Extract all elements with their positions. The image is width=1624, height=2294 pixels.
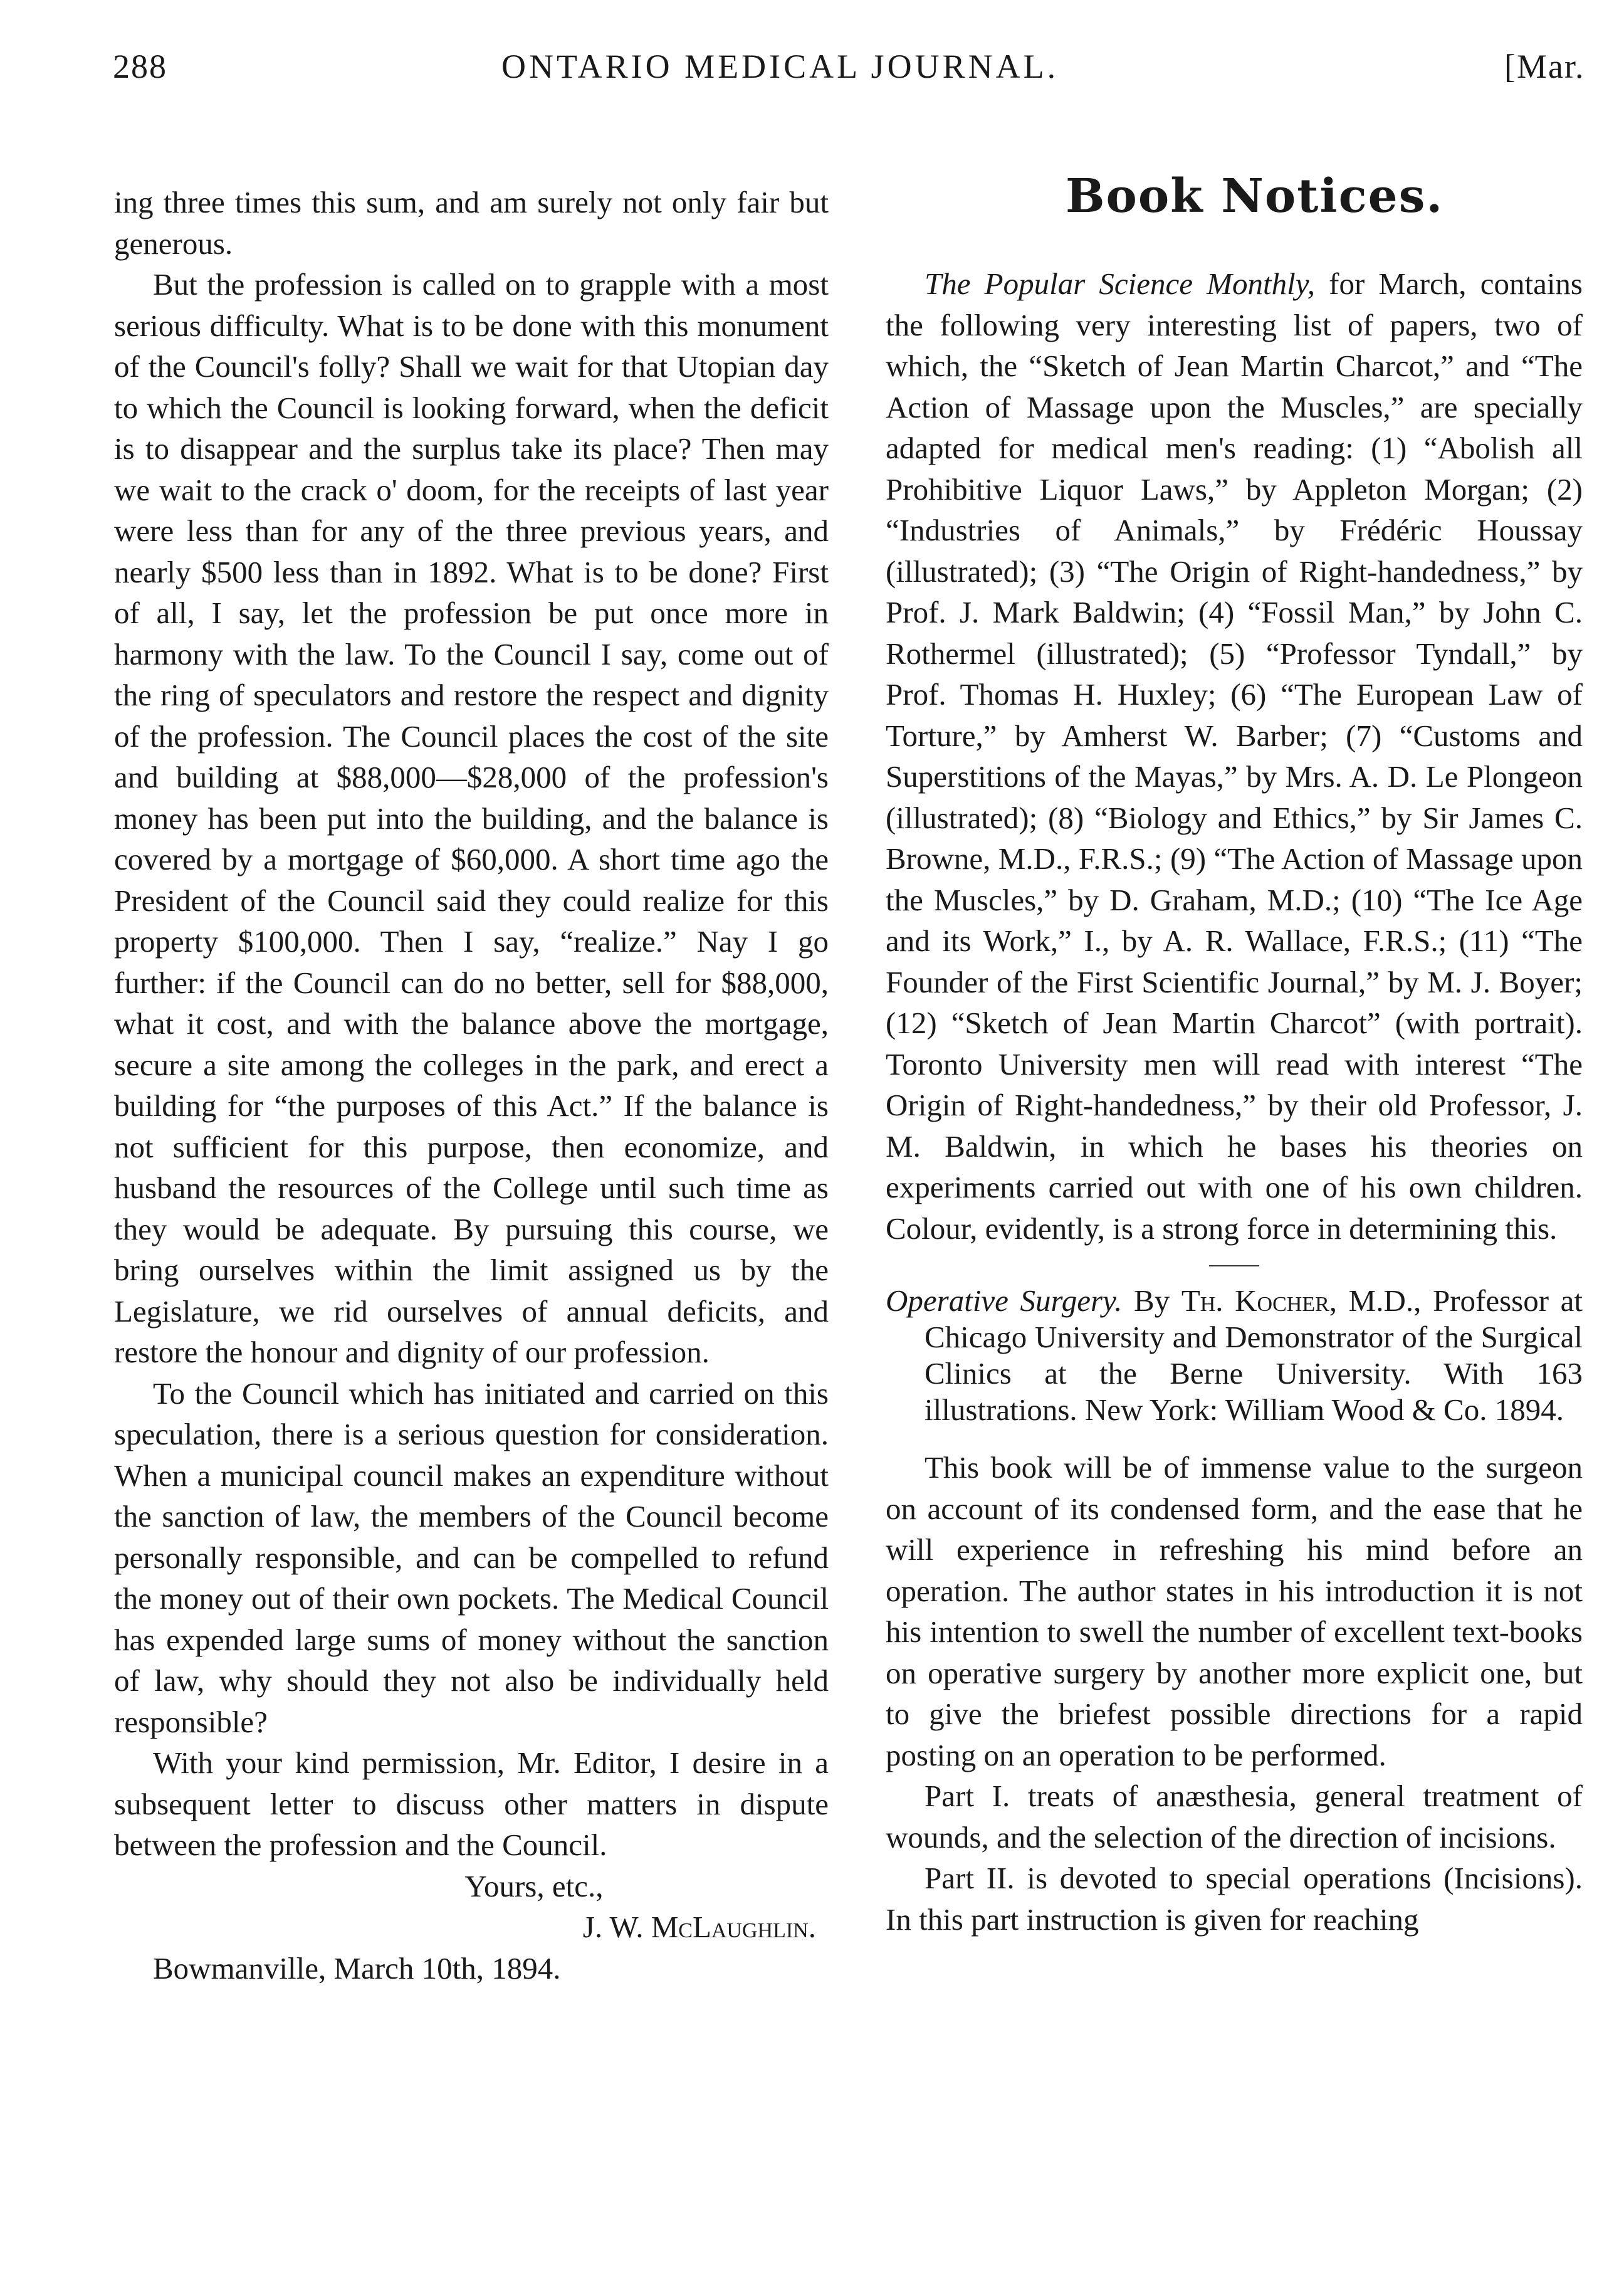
paragraph: But the profession is called on to grapple with a most serious difficulty. What is to be done with this monument of the Council's folly? Shall we wait for that Utopian day to which the Council is looking forward, when the deficit is to disappear and the surplus take its place? Then may we wait to the crack o' doom, for the receipts of last year were less than for any of the three previous years, and nearly $500 less than in 1892. What is to be done? First of all, I say, let the profession be put once more in harmony with the law. To the Council I say, come out of the ring of speculators and restore the respect and dignity of the profession. The Council places the cost of the site and building at $88,000—$28,000 of the profession's money has been put into the building, and the balance is covered by a mortgage of $60,000. A short time ago the President of the Council said they could realize for this property $100,000. Then I say, “realize.” Nay I go further: if the Council can do no better, sell for $88,000, what it cost, and with the balance above the mortgage, secure a site among the colleges in the park, and erect a building for “the purposes of this Act.” If the balance is not sufficient for this purpose, then economize, and husband the resources of the College until such time as they would be adequate. By pursuing this course, we bring ourselves within the limit assigned us by the Legislature, we rid ourselves of annual deficits, and restore the honour and dignity of our profession. <box>114 267 829 1369</box>
psm-notice <box>886 263 1583 1249</box>
book-citation <box>886 1283 1583 1428</box>
book-author: Th. Kocher <box>1181 1283 1329 1318</box>
letter-place-date: Bowmanville, March 10th, 1894. <box>153 1950 561 1986</box>
right-column <box>886 263 1583 1940</box>
paragraph: Part I. treats of anæsthesia, general treatment of wounds, and the selection of the direction of incisions. <box>886 1779 1583 1855</box>
paragraph: Part II. is devoted to special operations (Incisions). In this part instruction is given for reaching <box>886 1861 1583 1937</box>
letter-closing: Yours, etc., <box>464 1868 604 1903</box>
letter-signature: J. W. McLaughlin. <box>582 1910 816 1944</box>
book-details: , M.D., Professor at Chicago University and Demonstrator of the Surgical Clinics at the Berne University. With 163 illustrations. New York: William Wood & Co. 1894. <box>925 1283 1583 1427</box>
divider <box>1209 1265 1259 1266</box>
journal-title: ONTARIO MEDICAL JOURNAL. <box>501 48 1059 85</box>
book-title: Operative Surgery. <box>886 1283 1123 1318</box>
paragraph: To the Council which has initiated and carried on this speculation, there is a serious question for consideration. When a municipal council makes an expenditure without the sanction of law, the members of the Council become personally responsible, and can be compelled to refund the money out of their own pockets. The Medical Council has expended large sums of money without the sanction of law, why should they not also be individually held responsible? <box>114 1376 829 1739</box>
book-by: By <box>1122 1283 1181 1318</box>
section-heading: Book Notices. <box>1066 169 1444 223</box>
issue-month: [Mar. <box>1504 48 1585 85</box>
psm-title: The Popular Science Monthly, <box>925 266 1315 301</box>
left-column <box>114 182 829 1989</box>
page-number: 288 <box>113 48 167 85</box>
paragraph: With your kind permission, Mr. Editor, I desire in a subsequent letter to discuss other matters in dispute between the profession and the Council. <box>114 1745 829 1862</box>
psm-text: for March, contains the following very interesting list of papers, two of which, the “Sketch of Jean Martin Charcot,” and “The Action of Massage upon the Muscles,” are specially adapted for medical men's reading: (1) “Abolish all Prohibitive Liquor Laws,” by Appleton Morgan; (2) “Industries of Animals,” by Frédéric Houssay (illustrated); (3) “The Origin of Right-handedness,” by Prof. J. Mark Baldwin; (4) “Fossil Man,” by John C. Rothermel (illustrated); (5) “Professor Tyndall,” by Prof. Thomas H. Huxley; (6) “The European Law of Torture,” by Amherst W. Barber; (7) “Customs and Superstitions of the Mayas,” by Mrs. A. D. Le Plongeon (illustrated); (8) “Biology and Ethics,” by Sir James C. Browne, M.D., F.R.S.; (9) “The Action of Massage upon the Muscles,” by D. Graham, M.D.; (10) “The Ice Age and its Work,” I., by A. R. Wallace, F.R.S.; (11) “The Founder of the First Scientific Journal,” by M. J. Boyer; (12) “Sketch of Jean Martin Charcot” (with portrait). Toronto University men will read with interest “The Origin of Right-handedness,” by their old Professor, J. M. Baldwin, in which he bases his theories on experiments carried out with one of his own children. Colour, evidently, is a strong force in determining this. <box>886 266 1583 1246</box>
paragraph: This book will be of immense value to the surgeon on account of its condensed form, and the ease that he will experience in refreshing his mind before an operation. The author states in his introduction it is not his intention to swell the number of excellent text-books on operative surgery by another more explicit one, but to give the briefest possible directions for a rapid posting on an operation to be performed. <box>886 1450 1583 1772</box>
paragraph: ing three times this sum, and am surely not only fair but generous. <box>114 185 829 261</box>
